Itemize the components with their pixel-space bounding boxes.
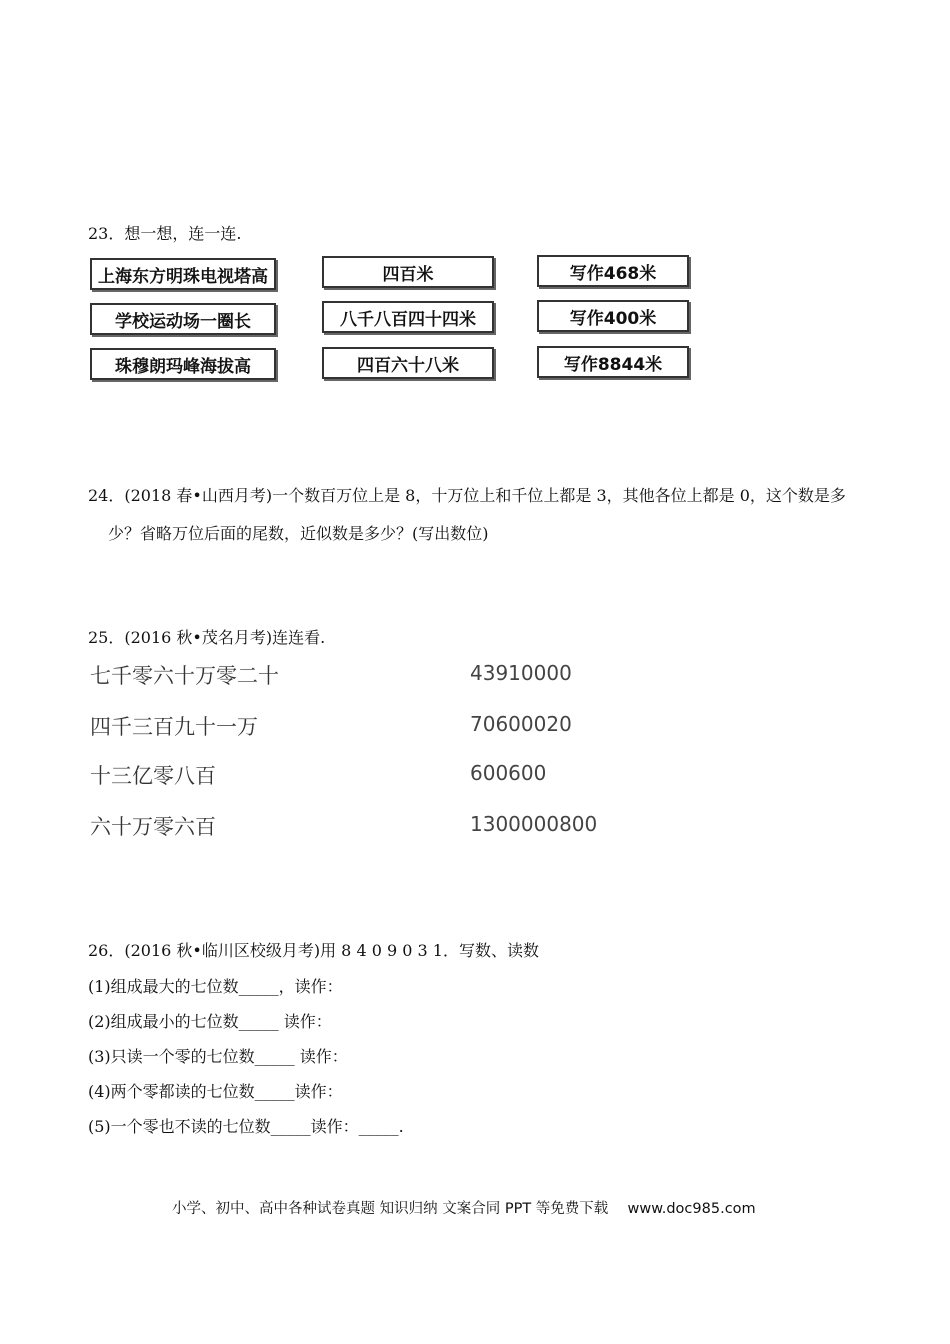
q23-box-right-2[interactable]: 写作400米 xyxy=(537,300,689,332)
q23-box-left-1[interactable]: 上海东方明珠电视塔高 xyxy=(90,258,276,290)
q23-box-left-3[interactable]: 珠穆朗玛峰海拔高 xyxy=(90,348,276,380)
q26-title: 26．(2016 秋•临川区校级月考)用 8 4 0 9 0 3 1．写数、读数 xyxy=(88,941,539,960)
q25-title: 25．(2016 秋•茂名月考)连连看. xyxy=(88,628,326,647)
q26-item-2: (2)组成最小的七位数_____ 读作： xyxy=(88,1012,332,1031)
q26-item-4: (4)两个零都读的七位数_____读作： xyxy=(88,1082,343,1101)
q23-box-mid-2[interactable]: 八千八百四十四米 xyxy=(322,301,494,333)
q23-box-right-3[interactable]: 写作8844米 xyxy=(537,346,689,378)
q23-box-mid-3[interactable]: 四百六十八米 xyxy=(322,347,494,379)
q25-left-2[interactable]: 四千三百九十一万 xyxy=(90,715,258,739)
q26-item-1: (1)组成最大的七位数_____，读作： xyxy=(88,977,343,996)
q25-left-4[interactable]: 六十万零六百 xyxy=(90,815,216,839)
q23-title: 23．想一想，连一连. xyxy=(88,224,242,243)
footer-url[interactable]: www.doc985.com xyxy=(627,1201,756,1217)
q23-box-left-2[interactable]: 学校运动场一圈长 xyxy=(90,303,276,335)
q25-right-3[interactable]: 600600 xyxy=(470,761,547,785)
q23-box-mid-1[interactable]: 四百米 xyxy=(322,256,494,288)
q25-right-2[interactable]: 70600020 xyxy=(470,712,572,736)
q25-right-4[interactable]: 1300000800 xyxy=(470,812,598,836)
q23-box-right-1[interactable]: 写作468米 xyxy=(537,255,689,287)
q26-item-3: (3)只读一个零的七位数_____ 读作： xyxy=(88,1047,348,1066)
q26-item-5: (5)一个零也不读的七位数_____读作：_____. xyxy=(88,1117,404,1136)
q25-right-1[interactable]: 43910000 xyxy=(470,661,572,685)
footer-promo xyxy=(172,1197,756,1218)
q24-line-1: 24．(2018 春•山西月考)一个数百万位上是 8，十万位上和千位上都是 3，其他各位上都是 0，这个数是多 xyxy=(88,486,846,505)
q25-left-1[interactable]: 七千零六十万零二十 xyxy=(90,664,279,688)
footer-text: 小学、初中、高中各种试卷真题 知识归纳 文案合同 PPT 等免费下载 xyxy=(172,1201,609,1217)
q24-line-2: 少？省略万位后面的尾数，近似数是多少？(写出数位) xyxy=(108,524,489,543)
q25-left-3[interactable]: 十三亿零八百 xyxy=(90,764,216,788)
